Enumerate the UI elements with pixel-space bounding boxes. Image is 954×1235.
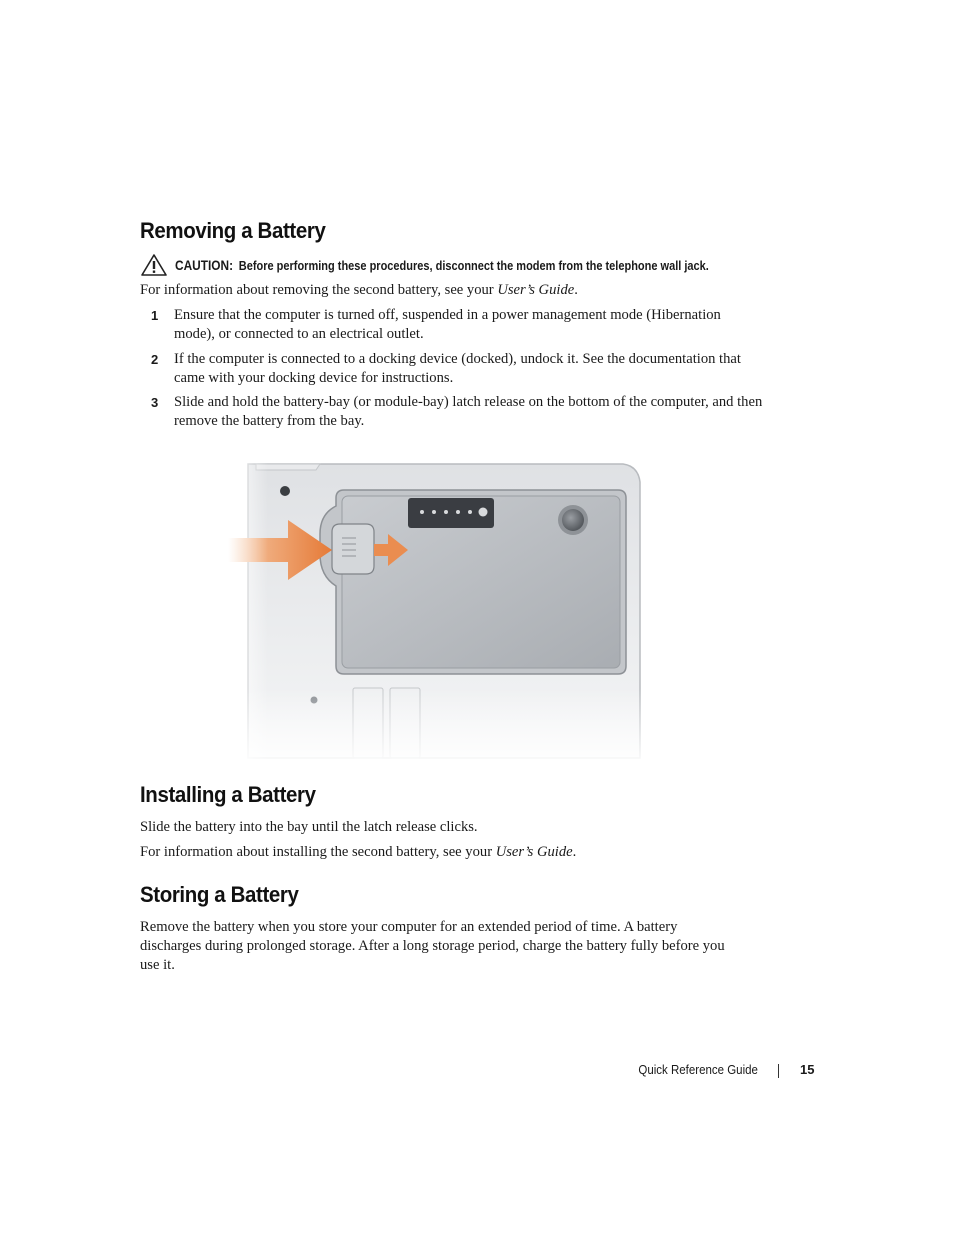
step-number: 2 — [151, 352, 159, 367]
caution-notice — [140, 253, 780, 277]
removing-intro — [140, 281, 578, 300]
heading-storing-battery: Storing a Battery — [140, 882, 299, 907]
removing-intro-text: For information about removing the second battery, see your — [140, 282, 498, 298]
installing-para-2-text: For information about installing the second battery, see your — [140, 844, 496, 860]
storing-para: Remove the battery when you store your computer for an extended period of time. A battery discharges during prolonged storage. After a long storage period, charge the battery fully before you use it. — [140, 919, 725, 973]
step-number: 3 — [151, 395, 159, 410]
step-text: Slide and hold the battery-bay (or module-bay) latch release on the bottom of the computer, and then remove the battery from the bay. — [174, 394, 763, 429]
installing-para-2 — [140, 843, 576, 862]
step-1 — [140, 306, 780, 346]
users-guide-ref: User’s Guide — [497, 282, 575, 298]
page-footer — [560, 1062, 820, 1080]
page-number: 15 — [800, 1062, 815, 1077]
battery-removal-illustration — [228, 458, 648, 768]
step-text: If the computer is connected to a docking device (docked), undock it. See the documentation that came with your docking device for instructions. — [174, 351, 741, 386]
installing-para-2-end: . — [572, 844, 577, 860]
caution-text: Before performing these procedures, disconnect the modem from the telephone wall jack. — [238, 259, 709, 273]
installing-para-1: Slide the battery into the bay until the latch release clicks. — [140, 819, 478, 835]
warning-triangle-icon — [140, 253, 168, 277]
removing-intro-end: . — [574, 282, 578, 298]
caution-label: CAUTION: — [175, 258, 234, 273]
heading-installing-battery: Installing a Battery — [140, 782, 316, 807]
users-guide-ref: User’s Guide — [495, 844, 573, 860]
guide-title: Quick Reference Guide — [638, 1063, 758, 1077]
footer-separator — [778, 1064, 779, 1078]
step-3 — [140, 393, 780, 433]
step-text: Ensure that the computer is turned off, suspended in a power management mode (Hibernation mode), or connected to an electrical outlet. — [174, 307, 721, 342]
step-2 — [140, 350, 780, 390]
step-number: 1 — [151, 308, 159, 323]
heading-removing-battery: Removing a Battery — [140, 218, 326, 243]
